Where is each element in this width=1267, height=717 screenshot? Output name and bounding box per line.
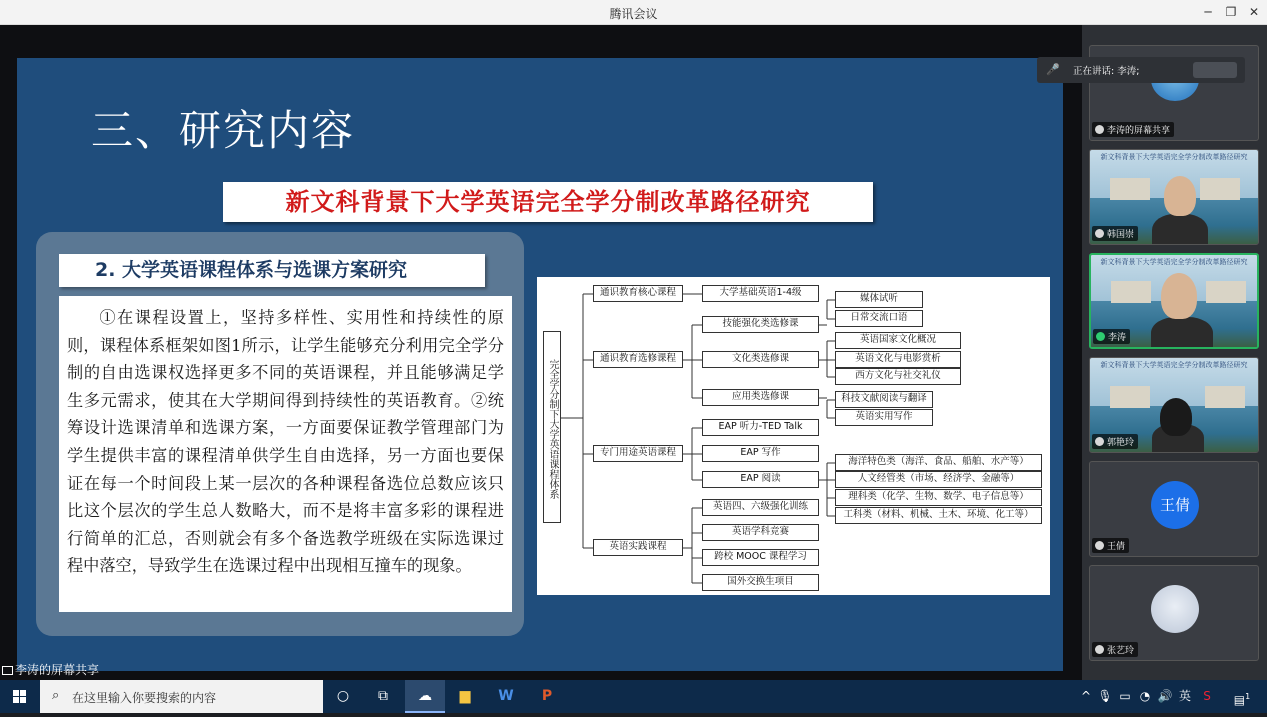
shared-screen-area: [0, 25, 1082, 680]
participant-tile[interactable]: [1089, 357, 1259, 453]
background-sign: 新文科背景下大学英语完全学分制改革路径研究: [1100, 258, 1248, 266]
diagram-node-l3: 英语文化与电影赏析: [835, 351, 961, 368]
participant-tile[interactable]: [1089, 461, 1259, 557]
microphone-icon[interactable]: 🎙: [1097, 689, 1113, 703]
task-view-icon[interactable]: ⧉: [378, 688, 388, 704]
diagram-node-l2: 文化类选修课: [702, 351, 819, 368]
diagram-node-l2: EAP 写作: [702, 445, 819, 462]
volume-icon[interactable]: 🔊: [1157, 689, 1173, 703]
diagram-node-l3: 海洋特色类（海洋、食品、船舶、水产等）: [835, 454, 1042, 471]
search-icon: ⌕: [52, 688, 60, 703]
start-button[interactable]: [0, 680, 40, 713]
diagram-root: 完全学分制下大学英语课程体系: [543, 331, 561, 523]
slide-paragraph: ①在课程设置上，坚持多样性、实用性和持续性的原则，课程体系框架如图1所示，让学生能够充分利用完全学分制的自由选课权选择更多不同的英语课程，并且能够满足学生多元需求，使其在大学期间得到持续性的英语教育。②统筹设计选课清单和选课方案，一方面要保证教学管理部门为学生提供丰富的课程清单供学生自由选择，另一方面也要保证在每一个时间段上某一层次的各种课程备选位总数应该只比这个层次的学生总人数略大，而不是将丰富多彩的课程进行简单的汇总，否则就会有多个备选教学班级在实际选课过程中落空，导致学生在选课过程中出现相互撞车的现象。: [67, 308, 504, 576]
participant-name: 张艺玲: [1092, 642, 1138, 657]
background-sign: 新文科背景下大学英语完全学分制改革路径研究: [1100, 361, 1248, 369]
diagram-node-l1: 通识教育核心课程: [593, 285, 683, 302]
restore-button[interactable]: ❐: [1225, 5, 1237, 19]
microphone-muted-icon: [1095, 645, 1104, 654]
network-icon[interactable]: ◔: [1139, 689, 1151, 703]
avatar: [1151, 585, 1199, 633]
diagram-node-l3: 工科类（材料、机械、土木、环境、化工等）: [835, 507, 1042, 524]
diagram-node-l2: EAP 听力-TED Talk: [702, 419, 819, 436]
slide-body-text: [59, 296, 512, 612]
diagram-node-l2: 技能强化类选修课: [702, 316, 819, 333]
microphone-muted-icon: [1095, 437, 1104, 446]
microphone-active-icon: [1096, 332, 1105, 341]
slide-title: 三、研究内容: [91, 106, 356, 155]
speaking-text: 正在讲话: 李涛;: [1073, 66, 1140, 77]
notification-icon[interactable]: ▤$^1$: [1233, 692, 1251, 707]
microphone-icon: 🎤: [1046, 63, 1060, 76]
participant-tile[interactable]: [1089, 565, 1259, 661]
cortana-icon[interactable]: ○: [336, 688, 350, 704]
participant-name: 郭艳玲: [1092, 434, 1138, 449]
microphone-muted-icon: [1095, 229, 1104, 238]
window-titlebar: [0, 0, 1267, 25]
background-sign: 新文科背景下大学英语完全学分制改革路径研究: [1100, 153, 1248, 161]
diagram-node-l2: 英语学科竞赛: [702, 524, 819, 541]
diagram-node-l3: 西方文化与社交礼仪: [835, 368, 961, 385]
slide-banner: [223, 182, 873, 222]
participant-name: 王倩: [1092, 538, 1129, 553]
diagram-node-l2: 大学基础英语1-4级: [702, 285, 819, 302]
taskbar-search-box[interactable]: [40, 680, 323, 713]
close-button[interactable]: ✕: [1248, 5, 1260, 19]
powerpoint-icon[interactable]: P: [541, 688, 553, 704]
diagram-node-l3: 日常交流口语: [835, 310, 923, 327]
diagram-node-l3: 科技文献阅读与翻译: [835, 391, 933, 408]
window-title: 腾讯会议: [609, 7, 658, 21]
diagram-node-l1: 通识教育选修课程: [593, 351, 683, 368]
diagram-node-l3: 媒体试听: [835, 291, 923, 308]
participant-name: 李涛: [1093, 329, 1130, 344]
speaking-indicator: [1037, 57, 1245, 83]
windows-icon: [13, 690, 27, 704]
diagram-node-l3: 人文经管类（市场、经济学、金融等）: [835, 471, 1042, 488]
show-hidden-icons[interactable]: ^: [1080, 689, 1092, 703]
diagram-node-l3: 英语实用写作: [835, 409, 933, 426]
screen-share-label-text: 李涛的屏幕共享: [15, 663, 100, 677]
avatar: 王倩: [1151, 481, 1199, 529]
diagram-node-l3: 英语国家文化概况: [835, 332, 961, 349]
tencent-meeting-taskbar-icon[interactable]: ☁: [405, 680, 445, 713]
screen-share-label: [2, 661, 99, 678]
windows-taskbar: [0, 680, 1267, 713]
ime-indicator[interactable]: 英: [1178, 689, 1191, 703]
input-method-icon[interactable]: S: [1203, 689, 1211, 703]
battery-icon[interactable]: ▭: [1119, 689, 1131, 703]
monitor-icon: [2, 666, 13, 675]
subheading-text: 2. 大学英语课程体系与选课方案研究: [95, 259, 408, 281]
diagram-node-l2: EAP 阅读: [702, 471, 819, 488]
diagram-node-l1: 英语实践课程: [593, 539, 683, 556]
diagram-node-l2: 英语四、六级强化训练: [702, 499, 819, 516]
diagram-node-l1: 专门用途英语课程: [593, 445, 683, 462]
file-explorer-icon[interactable]: ▆: [459, 688, 471, 704]
diagram-node-l3: 理科类（化学、生物、数学、电子信息等）: [835, 489, 1042, 506]
diagram-node-l2: 跨校 MOOC 课程学习: [702, 549, 819, 566]
presentation-slide: [17, 58, 1063, 671]
minimize-button[interactable]: ─: [1204, 5, 1212, 19]
slide-subheading: [59, 254, 485, 287]
participant-tile-active[interactable]: [1089, 253, 1259, 349]
screen-share-icon: [1095, 125, 1104, 134]
search-placeholder: 在这里输入你要搜索的内容: [72, 691, 217, 705]
participant-name: 李涛的屏幕共享: [1092, 122, 1174, 137]
course-system-diagram: [537, 277, 1050, 595]
participant-name: 韩国崇: [1092, 226, 1138, 241]
banner-text: 新文科背景下大学英语完全学分制改革路径研究: [285, 188, 811, 216]
microphone-muted-icon: [1095, 541, 1104, 550]
diagram-node-l2: 国外交换生项目: [702, 574, 819, 591]
word-icon[interactable]: W: [498, 688, 514, 704]
app-logo-icon: [1193, 62, 1237, 78]
participant-tile[interactable]: [1089, 149, 1259, 245]
diagram-node-l2: 应用类选修课: [702, 389, 819, 406]
